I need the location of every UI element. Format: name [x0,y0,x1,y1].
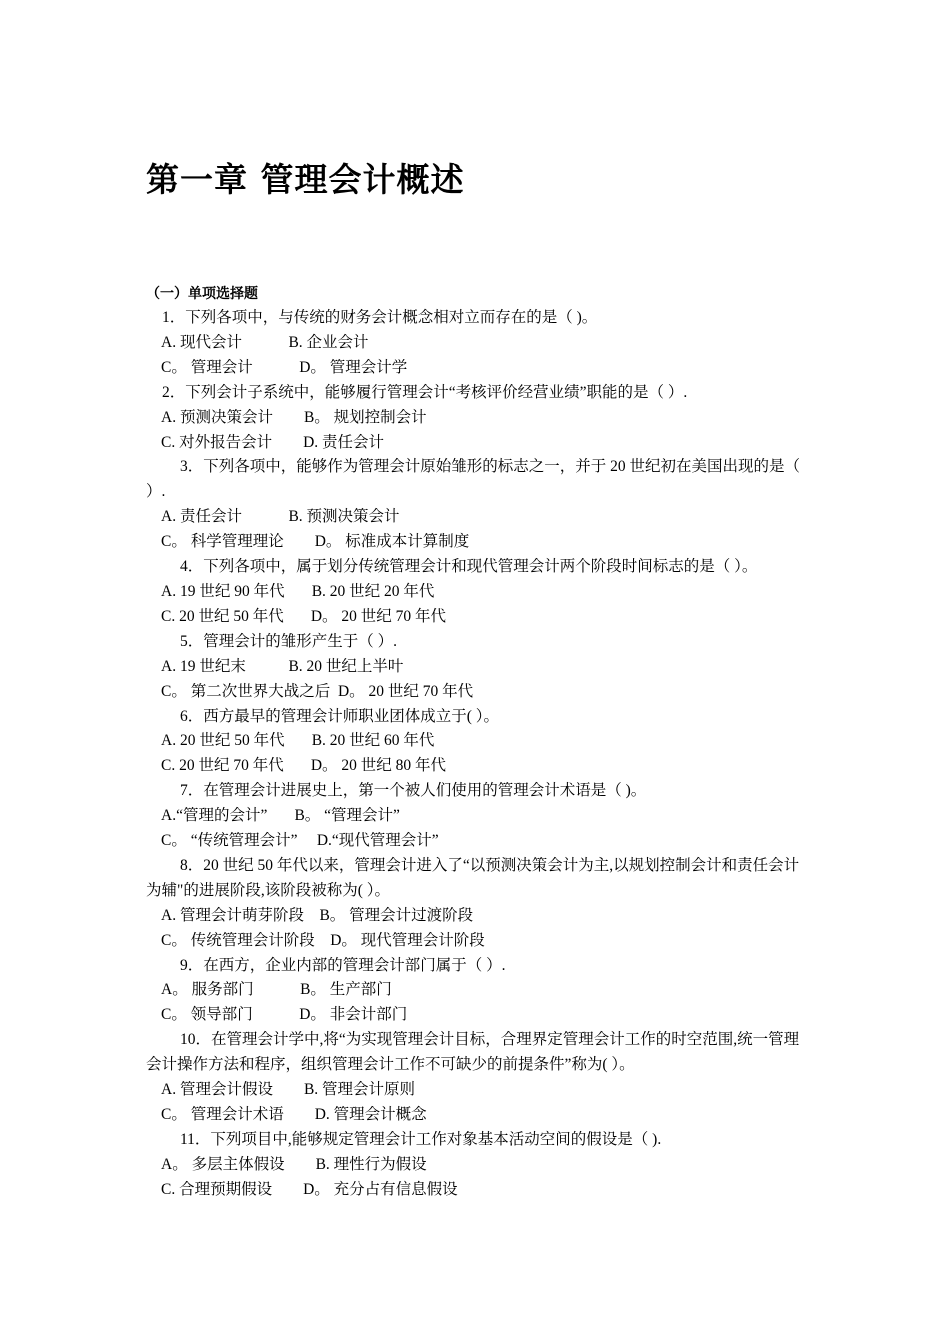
question-stem: 1．下列各项中，与传统的财务会计概念相对立而存在的是（ )。 [162,309,598,326]
option-line: A.“管理的会计” B。 “管理会计” [161,807,400,825]
question-options [146,505,810,555]
question-stem: 6．西方最早的管理会计师职业团体成立于( ）。 [180,707,500,725]
question-stem: 10．在管理会计学中,将“为实现管理会计目标，合理界定管理会计工作的时空范围,统一管理会计操作方法和程序，组织管理会计工作不可缺少的前提条件”称为( ）。 [146,1031,800,1074]
question-options [146,580,810,630]
option-line: A. 管理会计萌芽阶段 B。 管理会计过渡阶段 [161,906,474,924]
question-stem: 7．在管理会计进展史上，第一个被人们使用的管理会计术语是（ )。 [180,782,647,800]
option-line: A。 多层主体假设 B. 理性行为假设 [161,1155,427,1173]
question-options [146,406,810,456]
option-line: A. 现代会计 B. 企业会计 [161,333,369,351]
question-stem: 2．下列会计子系统中，能够履行管理会计“考核评价经营业绩”职能的是（ ）. [162,383,688,401]
question-options [146,729,810,779]
option-line: C。 传统管理会计阶段 D。 现代管理会计阶段 [161,931,485,949]
option-line: C. 对外报告会计 D. 责任会计 [161,433,385,451]
option-line: C. 20 世纪 70 年代 D。 20 世纪 80 年代 [161,757,447,775]
option-line: C。 第二次世界大战之后 D。 20 世纪 70 年代 [161,682,474,700]
question-options [146,655,810,705]
option-line: C。 管理会计术语 D. 管理会计概念 [161,1106,427,1123]
option-line: C。 管理会计 D。 管理会计学 [161,358,408,376]
question-stem: 11．下列项目中,能够规定管理会计工作对象基本活动空间的假设是（ ). [180,1130,662,1148]
option-line: C。 “传统管理会计” D.“现代管理会计” [161,832,439,850]
option-line: A. 预测决策会计 B。 规划控制会计 [161,408,427,426]
option-line: C。 科学管理理论 D。 标准成本计算制度 [161,533,470,551]
option-line: A. 责任会计 B. 预测决策会计 [161,508,400,526]
section-heading: （一）单项选择题 [146,286,258,302]
question-stem: 3．下列各项中，能够作为管理会计原始雏形的标志之一，并于 20 世纪初在美国出现的是（ ）. [146,458,801,501]
question-options [146,904,810,954]
option-line: A. 19 世纪末 B. 20 世纪上半叶 [161,657,404,675]
option-line: C. 20 世纪 50 年代 D。 20 世纪 70 年代 [161,607,447,625]
option-line: A. 19 世纪 90 年代 B. 20 世纪 20 年代 [161,582,435,600]
question-options [146,1078,810,1128]
question-options [146,331,810,381]
question-stem: 5．管理会计的雏形产生于（ ）. [180,632,398,650]
option-line: A。 服务部门 B。 生产部门 [161,981,392,999]
option-line: A. 20 世纪 50 年代 B. 20 世纪 60 年代 [161,732,435,750]
question-options [146,804,810,854]
question-options [146,1153,810,1203]
question-stem: 9．在西方，企业内部的管理会计部门属于（ ）. [180,956,506,974]
option-line: C. 合理预期假设 D。 充分占有信息假设 [161,1180,458,1198]
question-list [146,306,810,1203]
question-options [146,978,810,1028]
question-stem: 8．20 世纪 50 年代以来，管理会计进入了“以预测决策会计为主,以规划控制会计和责任会计为辅"的进展阶段,该阶段被称为( ）。 [146,856,800,899]
chapter-title: 第一章 管理会计概述 [146,160,465,199]
question-stem: 4．下列各项中，属于划分传统管理会计和现代管理会计两个阶段时间标志的是（ ）。 [180,558,758,576]
option-line: C。 领导部门 D。 非会计部门 [161,1006,408,1024]
option-line: A. 管理会计假设 B. 管理会计原则 [161,1081,416,1099]
